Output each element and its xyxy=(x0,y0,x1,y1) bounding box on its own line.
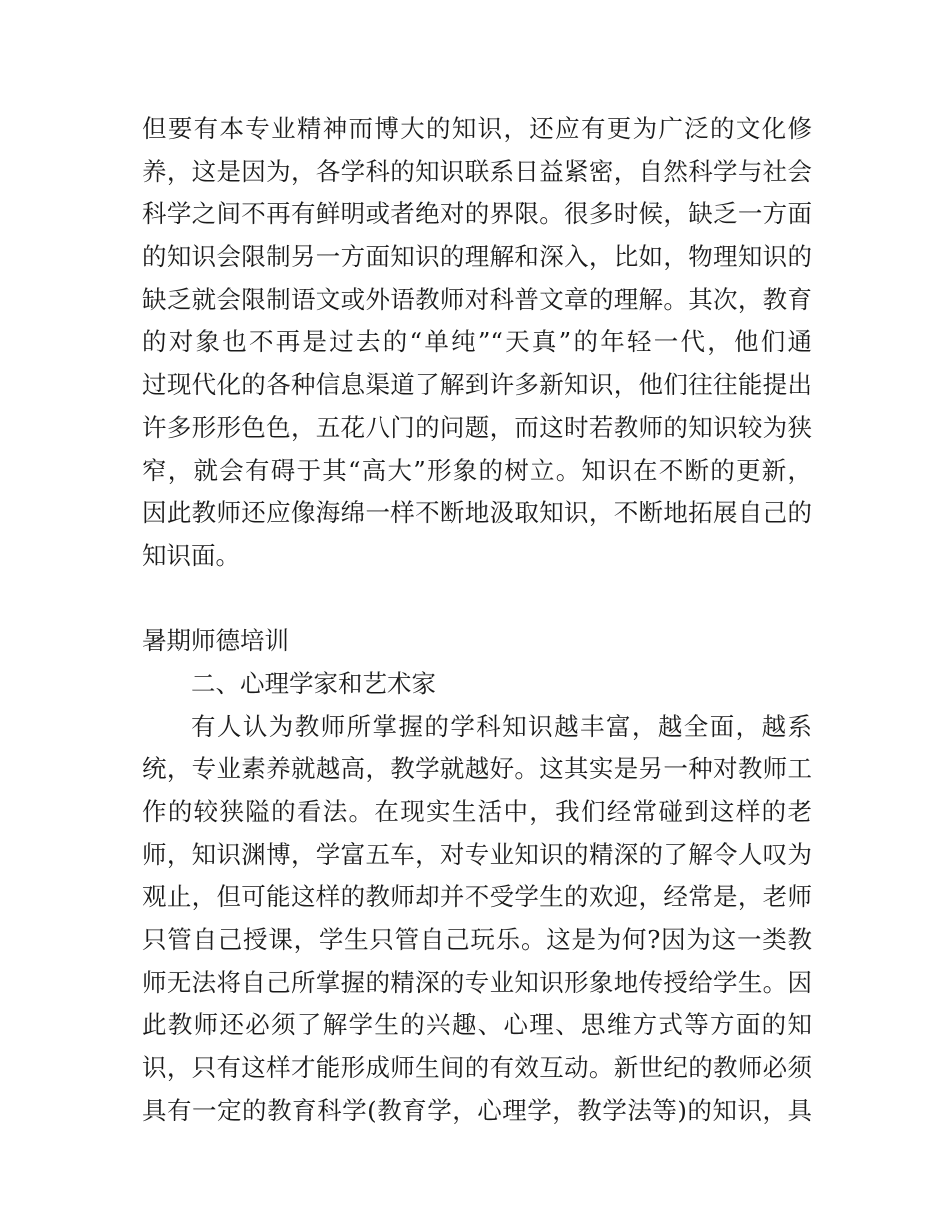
paragraph-1-line: 但要有本专业精神而博大的知识，还应有更为广泛的文化修 xyxy=(142,114,812,143)
blank-line xyxy=(142,578,812,621)
paragraph-2-line: 此教师还必须了解学生的兴趣、心理、思维方式等方面的知 xyxy=(142,1010,812,1040)
paragraph-1-line: 的对象也不再是过去的“单纯”“天真”的年轻一代，他们通 xyxy=(142,327,812,357)
paragraph-2-line: 具有一定的教育科学(教育学，心理学，教学法等)的知识，具 xyxy=(142,1095,812,1125)
paragraph-2-line: 师无法将自己所掌握的精深的专业知识形象地传授给学生。因 xyxy=(142,967,812,997)
paragraph-1-line: 许多形形色色，五花八门的问题，而这时若教师的知识较为狭 xyxy=(142,412,812,442)
subheading: 二、心理学家和艺术家 xyxy=(191,668,436,698)
paragraph-2-line: 识，只有这样才能形成师生间的有效互动。新世纪的教师必须 xyxy=(142,1053,812,1083)
paragraph-2 xyxy=(142,706,812,1133)
paragraph-1 xyxy=(142,108,812,578)
document-page xyxy=(142,108,812,1133)
paragraph-1-line: 的知识会限制另一方面知识的理解和深入，比如，物理知识的 xyxy=(142,242,812,272)
paragraph-2-line: 师，知识渊博，学富五车，对专业知识的精深的了解令人叹为 xyxy=(142,839,812,869)
paragraph-2-line: 只管自己授课，学生只管自己玩乐。这是为何?因为这一类教 xyxy=(142,925,812,955)
paragraph-1-line: 养，这是因为，各学科的知识联系日益紧密，自然科学与社会 xyxy=(142,156,812,186)
paragraph-1-line: 科学之间不再有鲜明或者绝对的界限。很多时候，缺乏一方面 xyxy=(142,199,812,229)
paragraph-1-line: 缺乏就会限制语文或外语教师对科普文章的理解。其次，教育 xyxy=(142,284,812,314)
paragraph-1-line: 窄，就会有碍于其“高大”形象的树立。知识在不断的更新， xyxy=(142,455,812,485)
section-title: 暑期师德培训 xyxy=(142,626,289,656)
paragraph-1-last-line: 知识面。 xyxy=(142,540,240,570)
paragraph-1-line: 因此教师还应像海绵一样不断地汲取知识，不断地拓展自己的 xyxy=(142,498,812,528)
paragraph-1-line: 过现代化的各种信息渠道了解到许多新知识，他们往往能提出 xyxy=(142,370,812,400)
paragraph-2-line: 观止，但可能这样的教师却并不受学生的欢迎，经常是，老师 xyxy=(142,882,812,912)
paragraph-2-line: 作的较狭隘的看法。在现实生活中，我们经常碰到这样的老 xyxy=(142,797,812,826)
paragraph-2-first-line: 有人认为教师所掌握的学科知识越丰富，越全面，越系 xyxy=(191,711,812,741)
paragraph-2-line: 统，专业素养就越高，教学就越好。这其实是另一种对教师工 xyxy=(142,754,812,784)
